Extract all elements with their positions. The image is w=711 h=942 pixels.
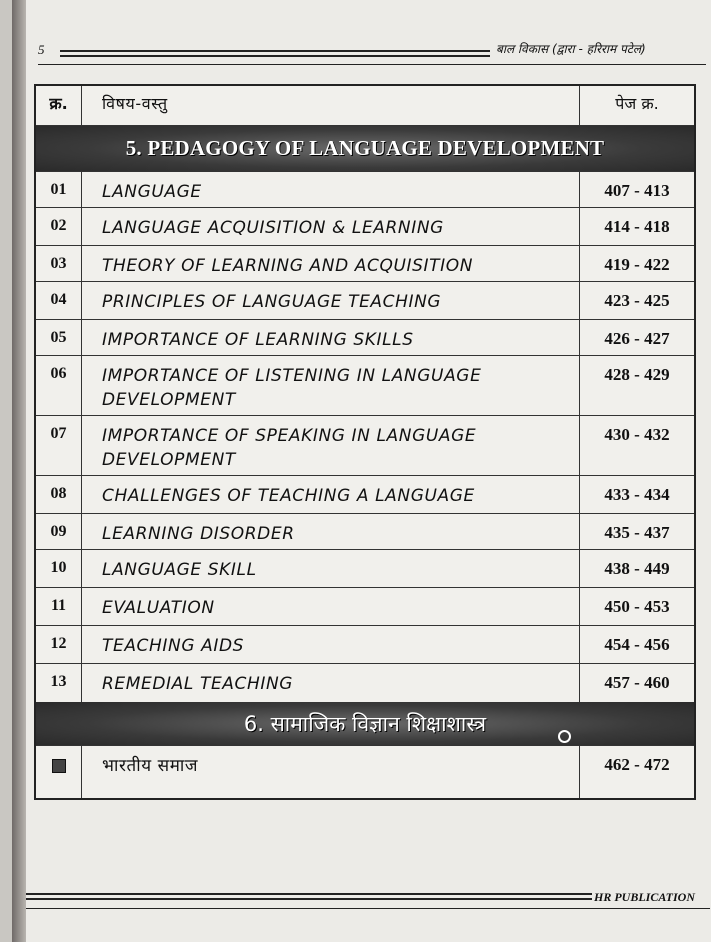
topic-cell: PRINCIPLES OF LANGUAGE TEACHING: [82, 282, 580, 319]
page-number: 5: [38, 42, 45, 57]
topic-cell: LEARNING DISORDER: [82, 514, 580, 549]
table-header-row: [36, 86, 694, 126]
page-range-cell: 462 - 472: [604, 755, 670, 774]
table-row: [36, 320, 694, 356]
topic-cell: CHALLENGES OF TEACHING A LANGUAGE: [82, 476, 580, 513]
table-row: [36, 746, 694, 798]
page-range-cell: 414 - 418: [604, 217, 670, 236]
topic-cell: REMEDIAL TEACHING: [82, 664, 580, 702]
table-row: [36, 282, 694, 320]
page-range-cell: 450 - 453: [604, 597, 670, 616]
footer-underline: [26, 908, 710, 909]
topic-cell: LANGUAGE ACQUISITION & LEARNING: [82, 208, 580, 245]
header-underline: [38, 64, 706, 65]
table-row: [36, 416, 694, 476]
section-banner-social-science: [36, 702, 694, 746]
table-row: [36, 626, 694, 664]
topic-cell: TEACHING AIDS: [82, 626, 580, 663]
topic-cell: EVALUATION: [82, 588, 580, 625]
topic-cell: IMPORTANCE OF LISTENING IN LANGUAGE DEVELOPMENT: [82, 356, 580, 415]
serial-cell: 12: [36, 626, 82, 663]
serial-cell: 13: [36, 664, 82, 702]
serial-cell: 02: [36, 208, 82, 245]
column-header-subject: विषय-वस्तु: [82, 86, 580, 125]
bullet-cell: [36, 746, 82, 798]
topic-cell: THEORY OF LEARNING AND ACQUISITION: [82, 246, 580, 281]
page-range-cell: 457 - 460: [604, 673, 670, 692]
page-range-cell: 433 - 434: [604, 485, 670, 504]
page-range-cell: 407 - 413: [604, 181, 670, 200]
table-row: [36, 246, 694, 282]
page-range-cell: 438 - 449: [604, 559, 670, 578]
section-banner-language: [36, 126, 694, 172]
serial-cell: 05: [36, 320, 82, 355]
topic-cell: IMPORTANCE OF LEARNING SKILLS: [82, 320, 580, 355]
page-range-cell: 430 - 432: [604, 425, 670, 444]
header-rule: [60, 50, 490, 52]
page-range-cell: 428 - 429: [604, 365, 670, 384]
serial-cell: 07: [36, 416, 82, 475]
footer-rule: [26, 893, 592, 895]
contents-table: [34, 84, 696, 800]
footer-rule: [26, 898, 592, 900]
serial-cell: 01: [36, 172, 82, 207]
section-title: 6. सामाजिक विज्ञान शिक्षाशास्त्र: [243, 711, 487, 736]
header-rule: [60, 55, 490, 57]
table-row: [36, 550, 694, 588]
table-row: [36, 208, 694, 246]
table-row: [36, 588, 694, 626]
page-range-cell: 454 - 456: [604, 635, 670, 654]
running-header-title: बाल विकास (द्वारा - हरिराम पटेल): [496, 42, 646, 56]
topic-cell: LANGUAGE: [82, 172, 580, 207]
book-page: [12, 0, 711, 942]
page-range-cell: 435 - 437: [604, 523, 670, 542]
page-range-cell: 419 - 422: [604, 255, 670, 274]
topic-cell: IMPORTANCE OF SPEAKING IN LANGUAGE DEVELOPMENT: [82, 416, 580, 475]
serial-cell: 11: [36, 588, 82, 625]
page-spine-shadow: [12, 0, 26, 942]
table-row: [36, 172, 694, 208]
column-header-page: पेज क्र.: [615, 94, 659, 113]
circle-mark-icon: [558, 730, 571, 743]
page-range-cell: 426 - 427: [604, 329, 670, 348]
table-row: [36, 476, 694, 514]
serial-cell: 06: [36, 356, 82, 415]
publisher-name: HR PUBLICATION: [594, 890, 696, 904]
serial-cell: 03: [36, 246, 82, 281]
table-row: [36, 356, 694, 416]
table-row: [36, 514, 694, 550]
topic-cell: LANGUAGE SKILL: [82, 550, 580, 587]
square-bullet-icon: [52, 759, 66, 773]
topic-cell: भारतीय समाज: [82, 746, 580, 798]
section-title: 5. PEDAGOGY OF LANGUAGE DEVELOPMENT: [125, 136, 605, 160]
table-row: [36, 664, 694, 702]
serial-cell: 04: [36, 282, 82, 319]
serial-cell: 10: [36, 550, 82, 587]
page-range-cell: 423 - 425: [604, 291, 670, 310]
serial-cell: 08: [36, 476, 82, 513]
column-header-serial: क्र.: [36, 86, 82, 125]
serial-cell: 09: [36, 514, 82, 549]
